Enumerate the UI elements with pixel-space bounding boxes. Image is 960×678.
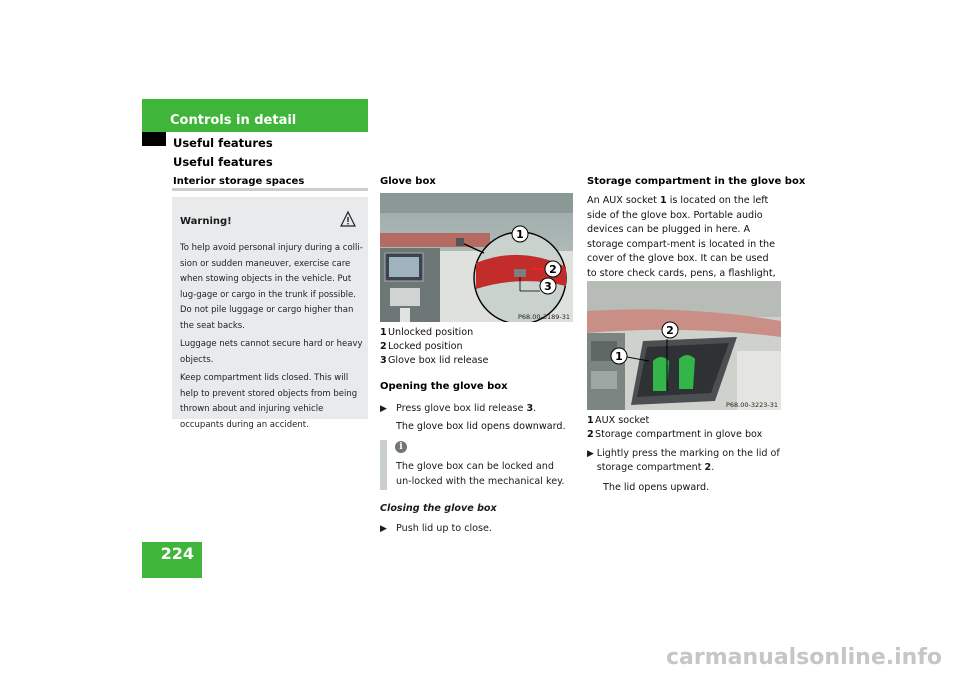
opening-heading: Opening the glove box [380,381,508,392]
bullet-arrow-icon: ▶ [587,449,594,459]
glove-box-photo [380,193,573,322]
warning-triangle-icon [340,211,356,227]
callout-1: 1 [516,228,524,241]
page-number: 224 [160,544,194,563]
header-black-tab [142,132,166,146]
info-text: The glove box can be locked and un-locked with the mechanical key. [396,461,565,487]
caption-item: 3 Glove box lid release [380,355,489,366]
info-box [380,440,572,490]
info-bar [380,440,387,490]
glove-box-captions [380,326,573,368]
watermark: carmanualsonline.info [666,645,942,670]
callout-2: 2 [666,324,674,337]
section-header-bar [142,99,368,132]
info-icon: i [395,441,407,453]
opening-step: ▶ Press glove box lid release 3. [380,403,537,414]
caption-item: 1 Unlocked position [380,327,474,338]
page-number-box [142,542,202,578]
warning-paragraph: To help avoid personal injury during a colli-sion or sudden maneuver, exercise care when stowing objects in the vehicle. Put lug-gage or cargo in the trunk if possible. Do not pile luggage or cargo higher than the seat backs. [180,243,363,331]
storage-step: ▶ Lightly press the marking on the lid of storage compartment 2. [587,448,780,473]
closing-heading: Closing the glove box [380,503,497,514]
callout-3: 3 [544,280,552,293]
storage-compartment-photo [587,281,781,410]
warning-box [172,197,368,430]
bullet-arrow-icon: ▶ [380,404,387,414]
left-heading: Interior storage spaces [173,176,305,187]
subtitle-2: Useful features [173,155,273,169]
subtitle-1: Useful features [173,136,273,150]
section-title: Controls in detail [170,113,297,128]
warning-text [180,241,364,436]
storage-heading: Storage compartment in the glove box [587,176,806,187]
warning-title: Warning! [180,216,232,227]
storage-result: The lid opens upward. [603,482,710,493]
figure-code: P68.00-3223-31 [725,401,778,409]
opening-result: The glove box lid opens downward. [396,421,566,432]
callout-1: 1 [615,350,623,363]
warning-paragraph: Luggage nets cannot secure hard or heavy objects. [180,339,363,365]
caption-item: 1 AUX socket [587,415,650,426]
bullet-arrow-icon: ▶ [380,524,387,534]
closing-step: ▶ Push lid up to close. [380,523,492,534]
heading-rule [172,188,368,191]
storage-captions [587,414,781,442]
figure-code: P68.00-3189-31 [517,313,570,321]
callout-2: 2 [549,263,557,276]
storage-intro: An AUX socket 1 is located on the left side of the glove box. Portable audio devices can be plugged in here. A storage compart-ment is located in the cover of the glove box. It can be used to store check cards, pens, a flashlight, [587,195,776,279]
glove-box-illustration [380,193,573,322]
glove-box-heading: Glove box [380,176,436,187]
caption-item: 2 Storage compartment in glove box [587,429,763,440]
storage-compartment-illustration [587,281,781,410]
warning-paragraph: Keep compartment lids closed. This will help to prevent stored objects from being thrown about and injuring vehicle occupants during an accident. [180,373,358,430]
caption-item: 2 Locked position [380,341,463,352]
